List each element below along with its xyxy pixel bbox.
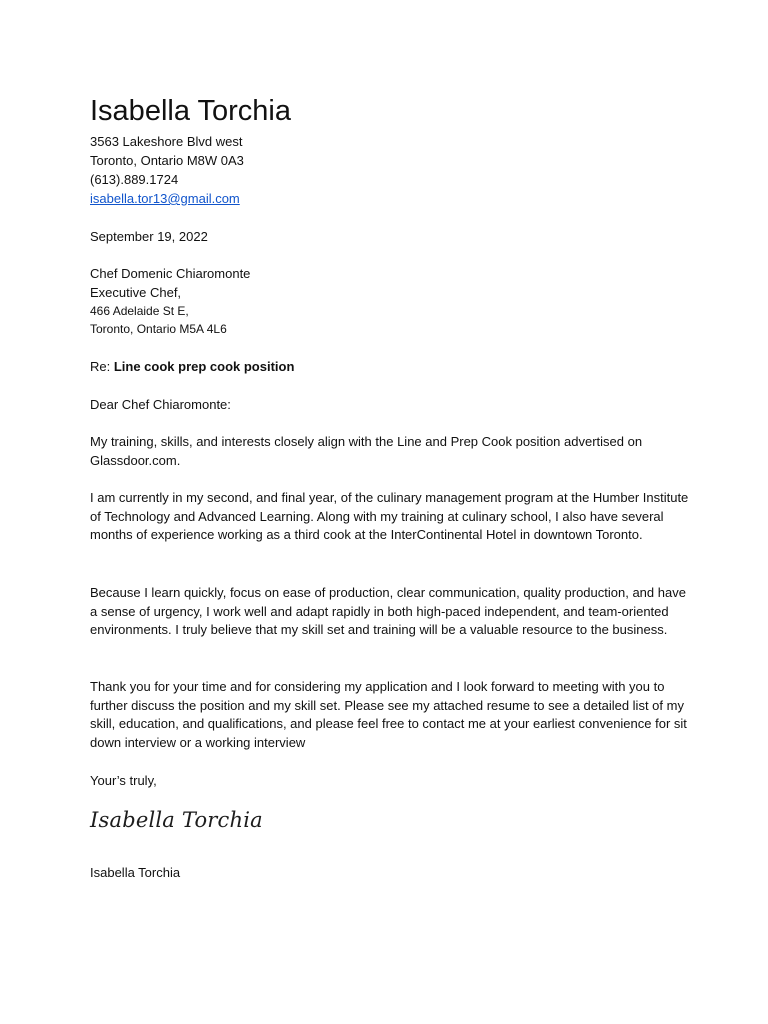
recipient-title: Executive Chef, [90, 285, 182, 300]
re-subject: Line cook prep cook position [113, 359, 295, 374]
closing: Your’s truly, [90, 773, 157, 788]
recipient-name: Chef Domenic Chiaromonte [90, 266, 251, 281]
sender-address-line2: Toronto, Ontario M8W 0A3 [90, 153, 244, 168]
printed-name: Isabella Torchia [90, 865, 181, 880]
sender-address-line1: 3563 Lakeshore Blvd west [90, 134, 243, 149]
recipient-address-line2: Toronto, Ontario M5A 4L6 [90, 322, 227, 336]
letter-date: September 19, 2022 [90, 229, 208, 244]
handwritten-signature: Isabella Torchia [90, 808, 263, 832]
re-line [90, 358, 294, 376]
sender-name-heading: Isabella Torchia [90, 95, 291, 127]
recipient-address-line1: 466 Adelaide St E, [90, 304, 189, 318]
sender-email-link[interactable]: isabella.tor13@gmail.com [90, 191, 240, 206]
sender-phone: (613).889.1724 [90, 172, 179, 187]
body-paragraph: Thank you for your time and for considering my application and I look forward to meeting with you to further discuss the position and my skill set. Please see my attached resume to see a detailed list of my skill, education, and qualifications, and please feel free to contact me at your earliest convenience for sit down interview or a working interview [90, 679, 687, 750]
body-paragraph: I am currently in my second, and final year, of the culinary management program at the Humber Institute of Technology and Advanced Learning. Along with my training at culinary school, I also have several months of experience working as a third cook at the InterContinental Hotel in downtown Toronto. [90, 490, 689, 542]
body-paragraph: Because I learn quickly, focus on ease of production, clear communication, quality production, and have a sense of urgency, I work well and adapt rapidly in both high-paced independent, and team-oriented environments. I truly believe that my skill set and training will be a valuable resource to the business. [90, 585, 686, 637]
re-prefix: Re: [90, 359, 114, 374]
salutation: Dear Chef Chiaromonte: [90, 397, 231, 412]
body-paragraph: My training, skills, and interests closely align with the Line and Prep Cook position advertised on Glassdoor.com. [90, 434, 643, 468]
